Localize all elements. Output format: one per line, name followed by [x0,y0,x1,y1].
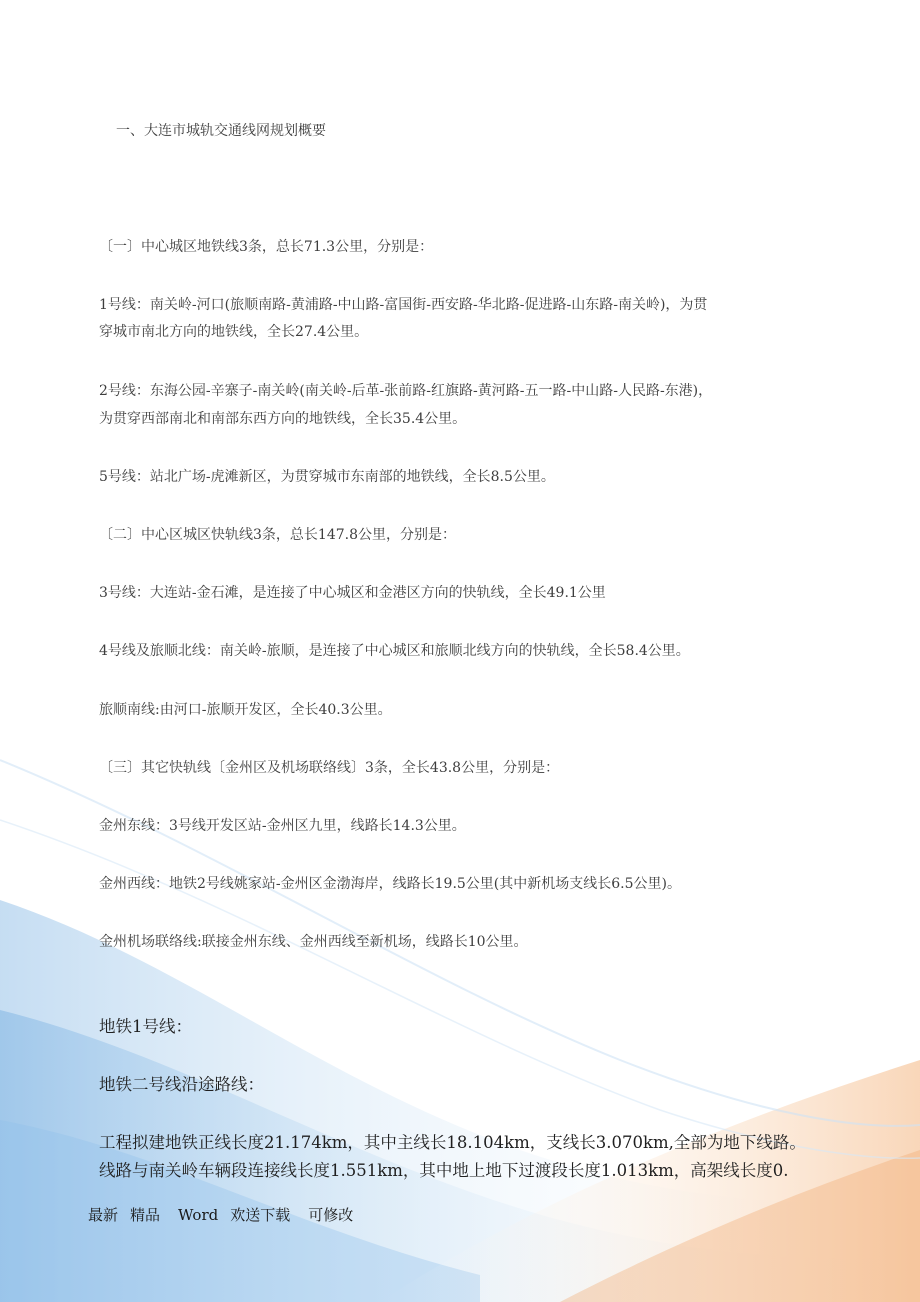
line-2-description-a: 2号线：东海公园-辛寨子-南关岭(南关岭-后革-张前路-红旗路-黄河路-五一路-中山路-人民路-东港)， [99,383,713,399]
lvshun-south-line-description: 旅顺南线:由河口-旅顺开发区，全长40.3公里。 [99,702,392,718]
footer-text-editable: 可修改 [308,1206,354,1224]
section-3-title: 〔三〕其它快轨线〔金州区及机场联络线〕3条，全长43.8公里，分别是： [99,760,560,776]
line-4-description: 4号线及旅顺北线：南关岭-旅顺，是连接了中心城区和旅顺北线方向的快轨线，全长58.4公里。 [99,643,690,659]
line-3-description: 3号线：大连站-金石滩，是连接了中心城区和金港区方向的快轨线，全长49.1公里 [99,585,606,601]
jinzhou-west-line-description: 金州西线：地铁2号线姚家站-金州区金渤海岸，线路长19.5公里(其中新机场支线长6.5公里)。 [99,876,681,892]
footer-text-premium: 精品 [130,1206,161,1224]
jinzhou-airport-line-description: 金州机场联络线:联接金州东线、金州西线至新机场，线路长10公里。 [99,934,528,950]
metro-line-1-heading: 地铁1号线： [99,1017,192,1036]
body-paragraph-line-a: 工程拟建地铁正线长度21.174km，其中主线长18.104km，支线长3.070km,全部为地下线路。 [99,1133,806,1152]
line-1-description-a: 1号线：南关岭-河口(旅顺南路-黄浦路-中山路-富国街-西安路-华北路-促进路-山东路-南关岭)，为贯 [99,297,708,313]
body-paragraph-line-b: 线路与南关岭车辆段连接线长度1.551km，其中地上地下过渡段长度1.013km，高架线长度0. [99,1161,789,1180]
line-2-description-b: 为贯穿西部南北和南部东西方向的地铁线，全长35.4公里。 [99,411,467,427]
section-2-title: 〔二〕中心区城区快轨线3条，总长147.8公里，分别是： [99,527,456,543]
section-heading: 一、大连市城轨交通线网规划概要 [116,123,326,139]
jinzhou-east-line-description: 金州东线：3号线开发区站-金州区九里，线路长14.3公里。 [99,818,466,834]
footer-note [88,1204,365,1226]
footer-text-welcome-download: 欢送下载 [230,1206,291,1224]
line-1-description-b: 穿城市南北方向的地铁线，全长27.4公里。 [99,324,369,340]
line-5-description: 5号线：站北广场-虎滩新区，为贯穿城市东南部的地铁线，全长8.5公里。 [99,469,555,485]
metro-line-2-heading: 地铁二号线沿途路线： [99,1075,264,1094]
footer-text-latest: 最新 [88,1206,119,1224]
section-1-title: 〔一〕中心城区地铁线3条，总长71.3公里，分别是： [99,239,434,255]
footer-text-word: Word [178,1206,219,1224]
